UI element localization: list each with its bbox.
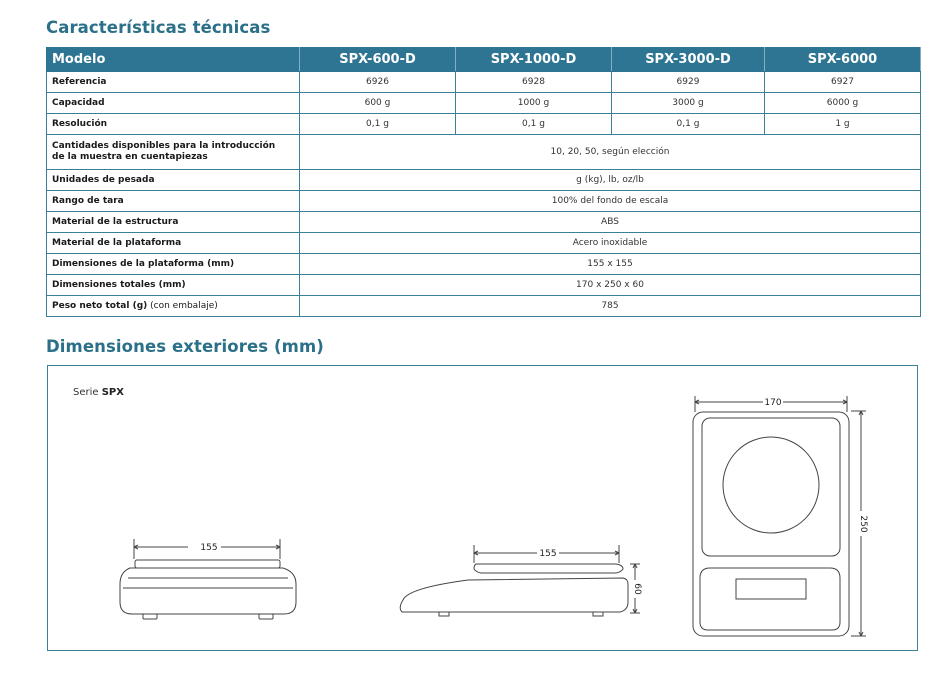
table-cell: 6000 g: [765, 93, 921, 114]
side-view-drawing: [400, 545, 640, 616]
row-label: [47, 135, 300, 170]
table-cell: 6929: [612, 72, 765, 93]
row-label: Unidades de pesada: [47, 170, 300, 191]
table-cell: Acero inoxidable: [300, 233, 921, 254]
dimensions-panel: [47, 365, 918, 651]
row-label: Resolución: [47, 114, 300, 135]
table-cell: 1000 g: [456, 93, 612, 114]
table-row: [47, 170, 921, 191]
table-header-row: [47, 48, 921, 72]
row-label: Referencia: [47, 72, 300, 93]
dimension-drawings: [48, 366, 919, 652]
header-cell-modelo: Modelo: [47, 48, 300, 72]
table-cell: ABS: [300, 212, 921, 233]
table-cell: 0,1 g: [456, 114, 612, 135]
row-label: Rango de tara: [47, 191, 300, 212]
table-row: [47, 212, 921, 233]
table-row: [47, 296, 921, 317]
table-row: [47, 275, 921, 296]
table-cell: 100% del fondo de escala: [300, 191, 921, 212]
table-cell: g (kg), lb, oz/lb: [300, 170, 921, 191]
row-label: Dimensiones totales (mm): [47, 275, 300, 296]
table-cell: 785: [300, 296, 921, 317]
section-title-dimensions: Dimensiones exteriores (mm): [46, 337, 324, 356]
table-cell: 10, 20, 50, según elección: [300, 135, 921, 170]
header-cell-model: SPX-3000-D: [612, 48, 765, 72]
table-cell: 6928: [456, 72, 612, 93]
row-label: [47, 296, 300, 317]
serie-label: Serie SPX: [73, 387, 124, 398]
table-row: [47, 233, 921, 254]
row-label: Dimensiones de la plataforma (mm): [47, 254, 300, 275]
table-cell: 0,1 g: [612, 114, 765, 135]
front-width-label: 155: [200, 543, 218, 553]
table-cell: 1 g: [765, 114, 921, 135]
row-label-note: (con embalaje): [147, 300, 218, 311]
row-label: Material de la estructura: [47, 212, 300, 233]
top-view-drawing: [693, 396, 866, 636]
serie-name: SPX: [101, 387, 124, 398]
table-cell: 600 g: [300, 93, 456, 114]
table-row: [47, 72, 921, 93]
header-cell-model: SPX-600-D: [300, 48, 456, 72]
table-row: [47, 254, 921, 275]
header-cell-model: SPX-6000: [765, 48, 921, 72]
section-title-specs: Características técnicas: [46, 18, 271, 37]
table-cell: 170 x 250 x 60: [300, 275, 921, 296]
side-width-label: 155: [539, 549, 557, 559]
table-row: [47, 191, 921, 212]
table-row: [47, 114, 921, 135]
table-cell: 6926: [300, 72, 456, 93]
row-label: Material de la plataforma: [47, 233, 300, 254]
side-height-label: 60: [632, 583, 642, 595]
header-cell-model: SPX-1000-D: [456, 48, 612, 72]
row-label-bold: Peso neto total (g): [52, 300, 148, 311]
table-cell: 155 x 155: [300, 254, 921, 275]
row-label-line: Cantidades disponibles para la introducción: [52, 141, 276, 151]
table-row: [47, 135, 921, 170]
table-cell: 6927: [765, 72, 921, 93]
row-label: Capacidad: [47, 93, 300, 114]
top-depth-label: 250: [858, 515, 868, 533]
specs-table: [46, 47, 921, 317]
table-cell: 0,1 g: [300, 114, 456, 135]
table-cell: 3000 g: [612, 93, 765, 114]
table-row: [47, 93, 921, 114]
row-label-line: de la muestra en cuentapiezas: [52, 152, 208, 162]
top-width-label: 170: [764, 398, 782, 408]
